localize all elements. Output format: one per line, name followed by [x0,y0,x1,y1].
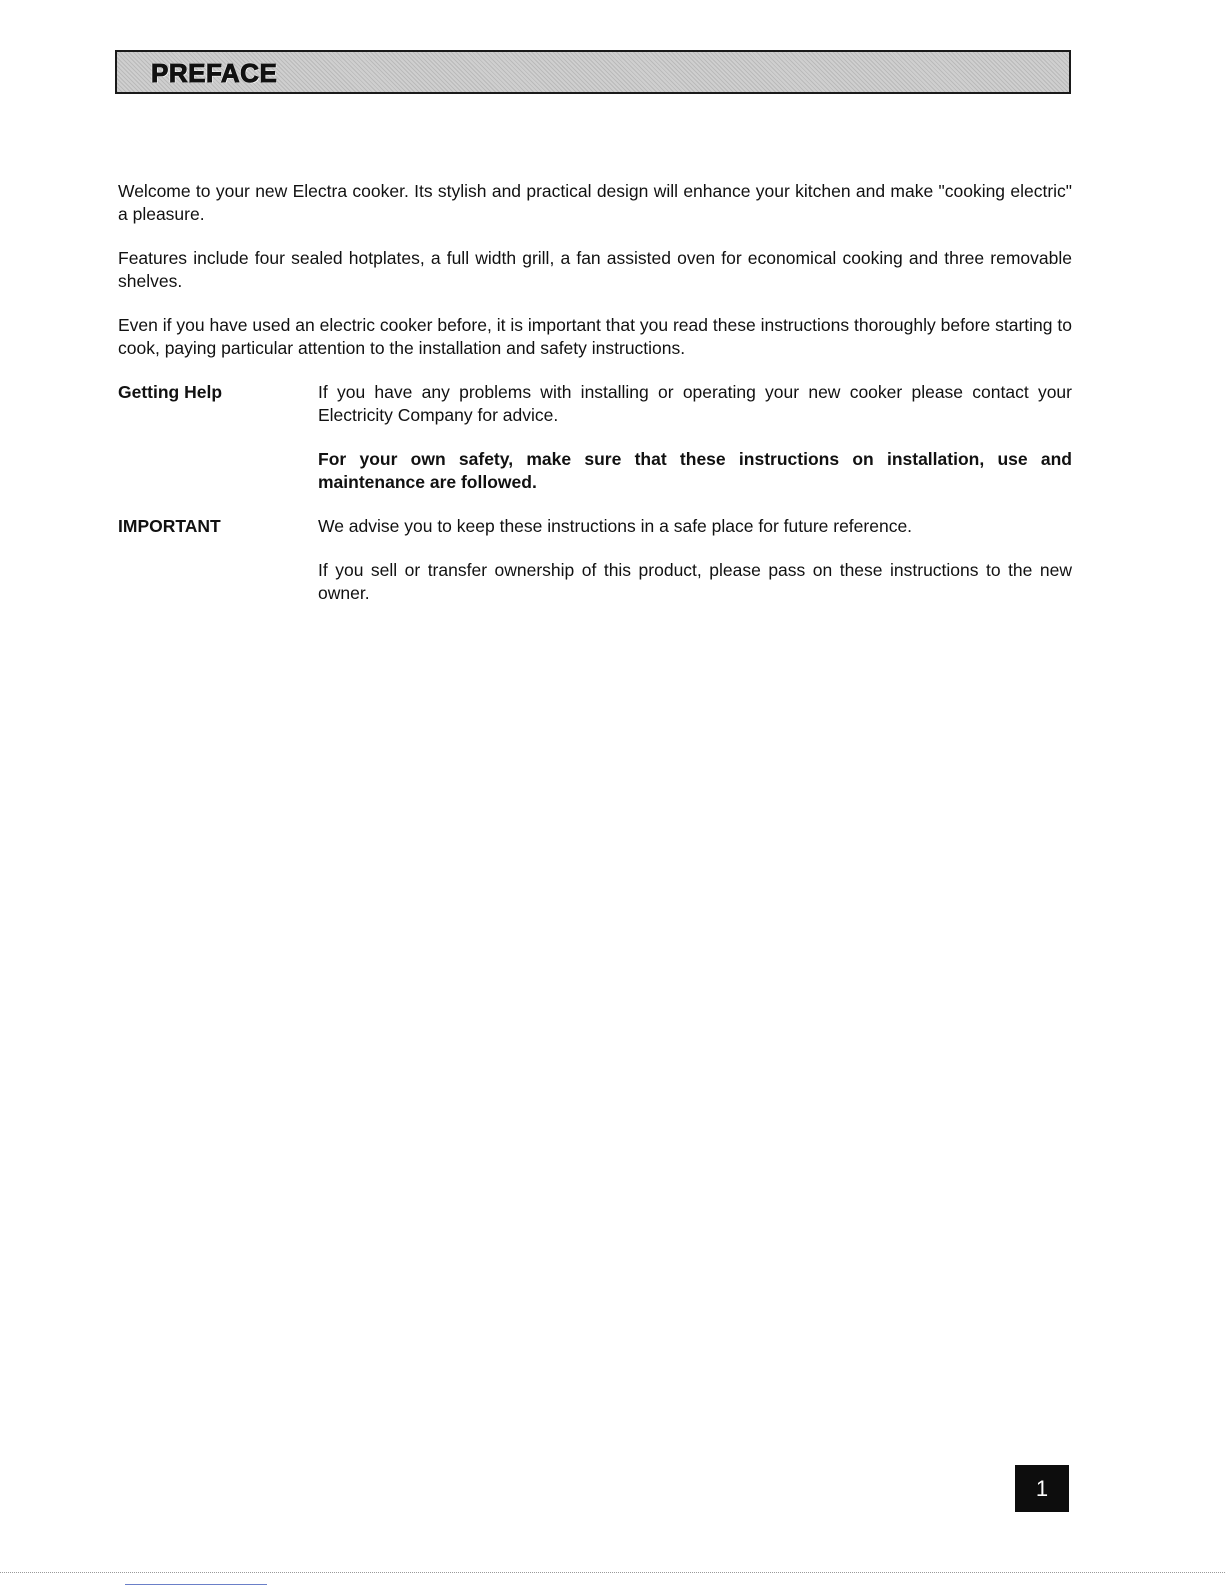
transfer-ownership-text: If you sell or transfer ownership of this product, please pass on these instructions to the new owner. [318,560,1072,603]
page-header-banner [115,50,1071,94]
safety-notice-text: For your own safety, make sure that these instructions on installation, use and maintenance are followed. [318,449,1072,492]
section-body-getting-help [318,381,1072,515]
page-title: PREFACE [151,58,278,88]
section-getting-help [118,381,1072,515]
section-label-important: IMPORTANT [118,516,221,536]
section-label-getting-help: Getting Help [118,382,223,402]
section-body-important [318,515,1072,626]
intro-paragraph-read-instructions: Even if you have used an electric cooker before, it is important that you read these instructions thoroughly before starting to cook, paying particular attention to the installation and safety instructions. [118,315,1072,358]
keep-instructions-text: We advise you to keep these instructions in a safe place for future reference. [318,516,913,536]
intro-paragraph-features: Features include four sealed hotplates, a full width grill, a fan assisted oven for economical cooking and three removable shelves. [118,248,1072,291]
section-important [118,515,1072,626]
getting-help-contact-text: If you have any problems with installing or operating your new cooker please contact your Electricity Company for advice. [318,382,1072,425]
page-number-badge: 1 [1015,1465,1069,1512]
intro-paragraph-welcome: Welcome to your new Electra cooker. Its stylish and practical design will enhance your kitchen and make "cooking electric" a pleasure. [118,181,1072,224]
preface-content [118,180,1072,626]
